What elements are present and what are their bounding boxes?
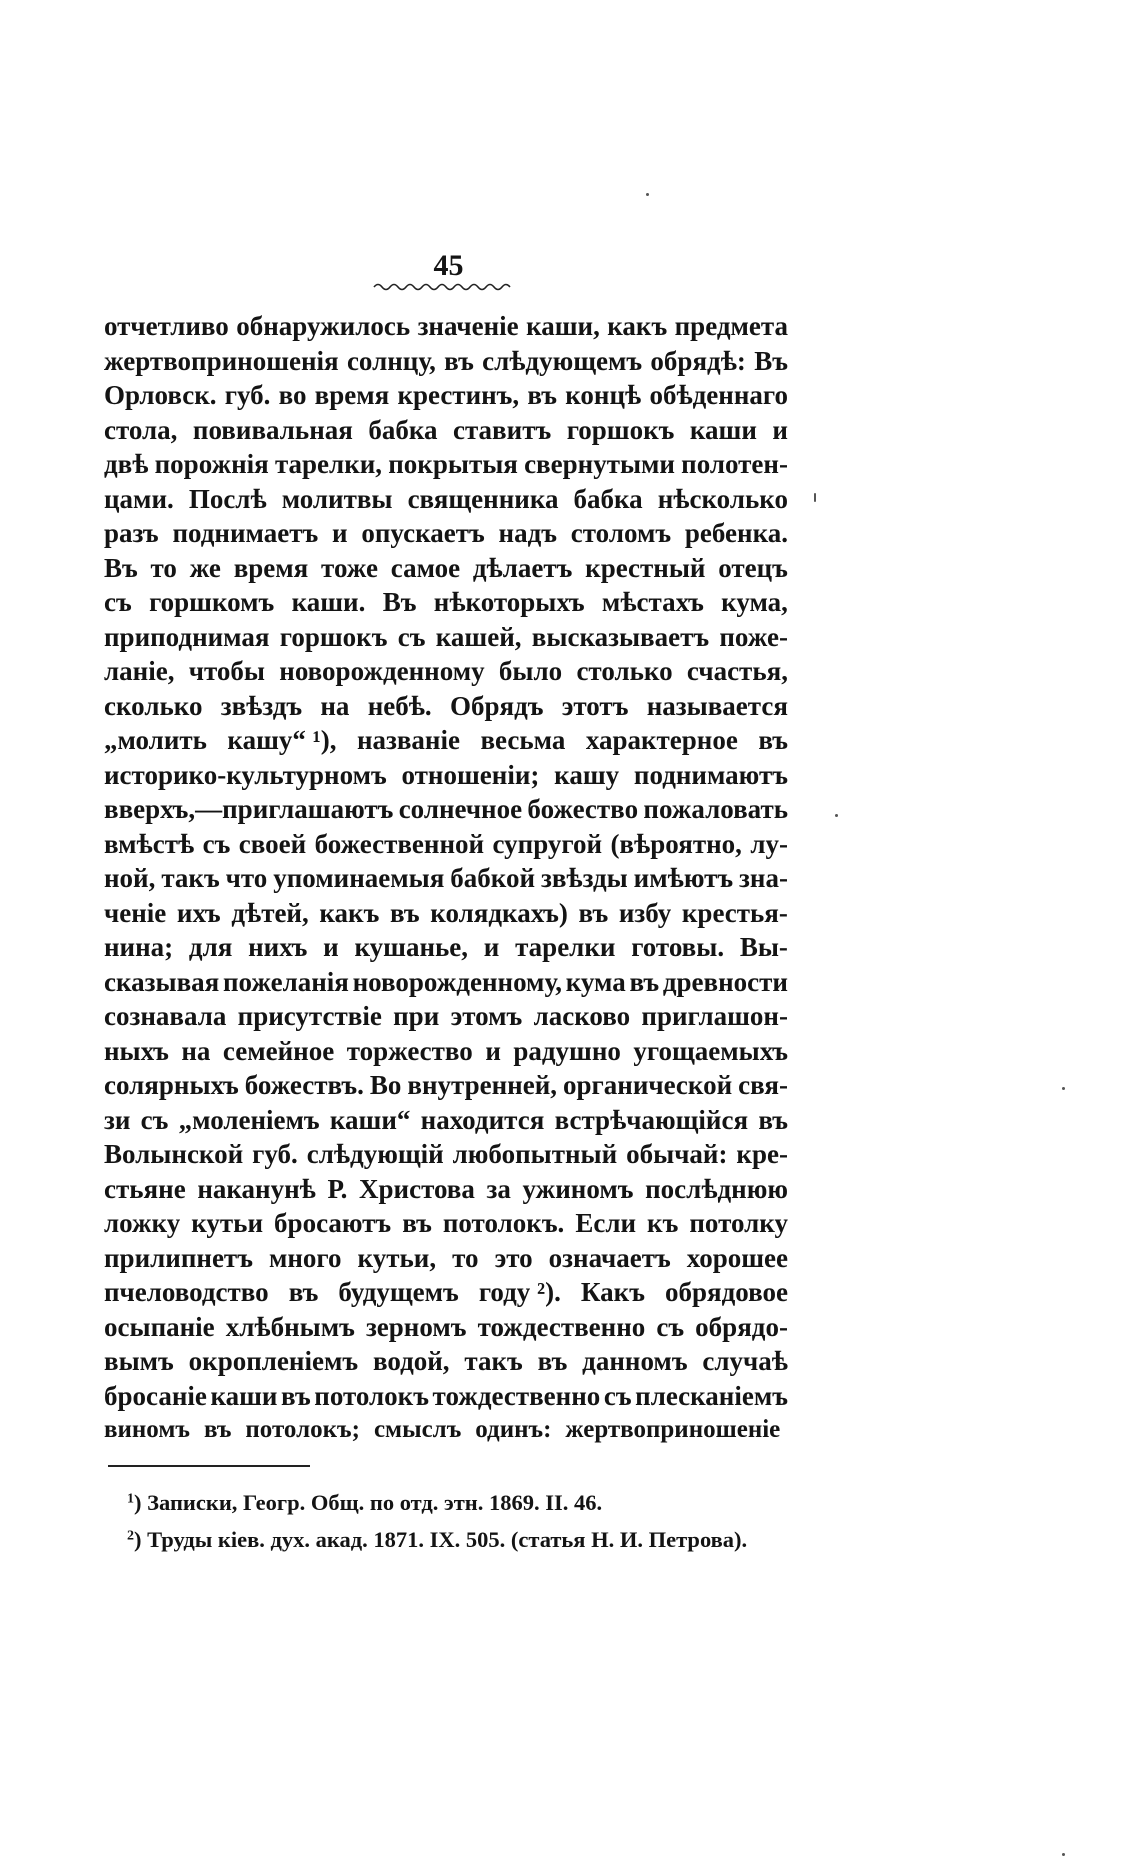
word: кре- xyxy=(736,1139,788,1169)
word: Христова xyxy=(359,1173,475,1204)
word: и xyxy=(323,932,339,962)
word: поднимаютъ xyxy=(633,759,788,790)
word: тождественно xyxy=(432,1380,601,1411)
print-speck xyxy=(646,193,649,196)
word: ложку xyxy=(104,1208,181,1238)
word: предмета xyxy=(674,311,788,341)
text-line xyxy=(104,344,788,379)
word: концѣ xyxy=(565,380,642,410)
word: водой, xyxy=(372,1346,450,1376)
word: горшокъ xyxy=(566,414,675,445)
word: упоминаемыя xyxy=(273,863,445,893)
word: прилипнетъ xyxy=(104,1242,253,1273)
word: ласково xyxy=(533,1001,631,1031)
word: крестья- xyxy=(681,897,788,928)
word: бросаніе xyxy=(104,1380,207,1411)
word: полотен- xyxy=(681,449,788,479)
word: данномъ xyxy=(582,1346,688,1376)
word: отношеніи; xyxy=(401,759,540,790)
text-line xyxy=(104,482,788,517)
word: время xyxy=(233,552,309,583)
word: при xyxy=(393,1001,440,1031)
text-line xyxy=(104,1137,788,1172)
word: горшокъ xyxy=(279,621,388,652)
word: зна- xyxy=(739,863,788,893)
text-line xyxy=(104,620,788,655)
word: вверхъ,—приглашаютъ xyxy=(104,794,394,824)
word: крестинъ, xyxy=(397,380,520,410)
word: окропленіемъ xyxy=(188,1346,359,1376)
word: означаетъ xyxy=(548,1242,671,1273)
footnote-1 xyxy=(127,1484,787,1521)
word: кушанье, xyxy=(354,932,469,962)
word: какъ xyxy=(319,897,380,928)
word: радушно xyxy=(513,1035,621,1066)
word: осыпаніе xyxy=(104,1311,215,1342)
word: крестный xyxy=(585,552,706,583)
word: колядкахъ) xyxy=(430,897,568,928)
word: покрытыя xyxy=(388,449,518,479)
word: будущемъ xyxy=(338,1277,459,1307)
word: такъ xyxy=(161,863,220,893)
word: отецъ xyxy=(718,552,788,583)
text-line xyxy=(104,723,788,758)
text-line xyxy=(104,378,788,413)
word: Въ xyxy=(754,345,788,376)
word: Обрядъ xyxy=(449,690,544,721)
word: это xyxy=(494,1242,533,1273)
word: кума, xyxy=(721,587,788,617)
word: смыслъ xyxy=(373,1416,462,1443)
word: ихъ xyxy=(176,897,221,928)
word: семейное xyxy=(222,1035,335,1066)
word: повивальная xyxy=(192,414,353,445)
word: во xyxy=(278,380,307,410)
word: вымъ xyxy=(104,1346,174,1376)
word: сколько xyxy=(104,690,203,721)
text-line xyxy=(104,689,788,724)
word: ченіе xyxy=(104,897,167,928)
word: звѣздъ xyxy=(220,690,303,721)
word: потолокъ xyxy=(314,1380,429,1411)
word: было xyxy=(498,656,563,686)
word: Какъ xyxy=(580,1277,645,1307)
word: губ. xyxy=(252,1139,298,1169)
word: торжество xyxy=(346,1035,473,1066)
word: новорожденному, xyxy=(352,966,562,997)
word: пожаловать xyxy=(643,794,788,824)
text-line xyxy=(104,516,788,551)
word: обѣденнаго xyxy=(649,380,788,410)
word: названіе xyxy=(356,725,460,755)
word: Если xyxy=(575,1208,637,1238)
word: опускаетъ xyxy=(361,518,485,548)
word: приподнимая xyxy=(104,621,270,652)
text-line xyxy=(104,413,788,448)
word: сказывая xyxy=(104,966,220,997)
word: цами. xyxy=(104,483,174,514)
word: въ xyxy=(629,966,660,997)
word: и xyxy=(772,414,788,445)
word: готовы. xyxy=(631,932,725,962)
word: жертвоприношеніе xyxy=(565,1416,781,1443)
word: обычай: xyxy=(626,1139,728,1169)
word: въ xyxy=(527,380,558,410)
word: древности xyxy=(662,966,788,997)
word: съ xyxy=(140,1104,169,1135)
word: угощаемыхъ xyxy=(633,1035,788,1066)
word: съ xyxy=(397,621,426,652)
word: нихъ xyxy=(248,932,308,962)
word: обрядѣ: xyxy=(650,345,746,376)
word: нѣкоторыхъ xyxy=(433,587,585,617)
word: небѣ. xyxy=(367,690,432,721)
word: кума xyxy=(565,966,626,997)
word: (вѣроятно, xyxy=(610,828,742,859)
word: въ xyxy=(281,1380,311,1411)
footnotes xyxy=(127,1484,787,1558)
word: называется xyxy=(646,690,788,721)
word: любопытный xyxy=(452,1139,618,1169)
word: божественной xyxy=(314,828,485,859)
word: поже- xyxy=(719,621,788,652)
word: чтобы xyxy=(188,656,265,686)
word: отчетливо xyxy=(104,311,229,341)
footnote-text: ) Записки, Геогр. Общ. по отд. этн. 1869. II. 46. xyxy=(134,1490,603,1515)
word: какъ xyxy=(607,311,668,341)
word: въ xyxy=(203,1416,232,1443)
word: въ xyxy=(402,1208,432,1238)
word: Во xyxy=(369,1070,402,1100)
word: съ xyxy=(104,587,132,617)
word: Послѣ xyxy=(188,483,267,514)
text-line xyxy=(104,309,788,344)
word: что xyxy=(225,863,268,893)
word: зерномъ xyxy=(365,1311,467,1342)
word: присутствіе xyxy=(237,1001,382,1031)
word: нѣсколько xyxy=(657,483,788,514)
word: новорожденному xyxy=(279,656,485,686)
footnote-text: ) Труды кіев. дух. акад. 1871. IX. 505. (статья Н. И. Петрова). xyxy=(134,1527,748,1552)
text-line xyxy=(104,1344,788,1379)
footnote-marker: 1 xyxy=(127,1491,134,1507)
word: зи xyxy=(104,1104,131,1135)
word: мѣстахъ xyxy=(601,587,704,617)
word: разъ xyxy=(104,518,159,548)
word: своей xyxy=(238,828,307,859)
word: съ xyxy=(202,828,231,859)
word: хлѣбнымъ xyxy=(225,1311,355,1342)
word: бросаютъ xyxy=(274,1208,392,1238)
text-line xyxy=(104,1068,788,1103)
word: губ. xyxy=(224,380,271,410)
word: Въ xyxy=(104,552,138,583)
word: кашу“ ¹), xyxy=(227,725,337,755)
word: кашей, xyxy=(435,621,522,652)
word: же xyxy=(189,552,221,583)
word: въ xyxy=(578,897,609,928)
word: этомъ xyxy=(450,1001,523,1031)
word: ужиномъ xyxy=(522,1173,634,1204)
word: на xyxy=(181,1035,211,1066)
word: встрѣчающійся xyxy=(554,1104,749,1135)
word: этотъ xyxy=(561,690,629,721)
word: и xyxy=(485,1035,501,1066)
word: „молить xyxy=(104,725,207,755)
word: въ xyxy=(537,1346,568,1376)
word: каши, xyxy=(526,311,600,341)
word: каши. xyxy=(291,587,366,617)
text-line xyxy=(104,1310,788,1345)
word: слѣдующемъ xyxy=(482,345,643,376)
word: весьма xyxy=(480,725,566,755)
word: „моленіемъ xyxy=(178,1104,320,1135)
word: то xyxy=(452,1242,479,1273)
word: счастья, xyxy=(686,656,788,686)
text-line xyxy=(104,1206,788,1241)
word: высказываетъ xyxy=(531,621,710,652)
word: имѣютъ xyxy=(633,863,734,893)
word: потолокъ. xyxy=(442,1208,565,1238)
word: обнаружилось xyxy=(236,311,411,341)
text-line xyxy=(104,792,788,827)
text-line xyxy=(104,861,788,896)
word: наканунѣ xyxy=(197,1173,316,1204)
footnote-divider xyxy=(108,1465,310,1467)
print-speck xyxy=(814,493,816,502)
word: солнечное xyxy=(398,794,523,824)
word: находится xyxy=(420,1104,545,1135)
word: Р. xyxy=(327,1173,348,1204)
word: Въ xyxy=(382,587,417,617)
word: двѣ xyxy=(104,449,149,479)
word: съ xyxy=(603,1380,632,1411)
word: историко-культурномъ xyxy=(104,759,387,790)
text-line xyxy=(104,965,788,1000)
text-line xyxy=(104,896,788,931)
word: въ xyxy=(288,1277,319,1307)
text-line xyxy=(104,999,788,1034)
text-line xyxy=(104,827,788,862)
word: священника xyxy=(407,483,559,514)
word: Вы- xyxy=(739,932,788,962)
word: звѣзды xyxy=(540,863,628,893)
word: послѣднюю xyxy=(645,1173,788,1204)
word: случаѣ xyxy=(702,1346,788,1376)
word: тоже xyxy=(321,552,378,583)
word: характерное xyxy=(585,725,738,755)
text-line xyxy=(104,1241,788,1276)
word: горшкомъ xyxy=(149,587,275,617)
word: къ xyxy=(647,1208,679,1238)
word: тарелки xyxy=(515,932,616,962)
word: году ²). xyxy=(478,1277,561,1307)
word: пожеланія xyxy=(222,966,349,997)
word: въ xyxy=(758,1104,788,1135)
word: кутьи xyxy=(191,1208,264,1238)
word: время xyxy=(314,380,390,410)
word: свя- xyxy=(738,1070,788,1100)
text-line xyxy=(104,1172,788,1207)
word: солнцу, xyxy=(346,345,436,376)
footnote-marker: 2 xyxy=(127,1528,134,1544)
text-line xyxy=(104,447,788,482)
wavy-ornament xyxy=(372,280,514,292)
word: внутренней, xyxy=(407,1070,558,1100)
text-line xyxy=(104,1275,788,1310)
text-line xyxy=(104,654,788,689)
word: порожнія xyxy=(154,449,269,479)
word: одинъ: xyxy=(475,1416,552,1443)
word: ной, xyxy=(104,863,156,893)
word: бабкой xyxy=(450,863,536,893)
page-number: 45 xyxy=(433,249,464,282)
word: божествъ. xyxy=(244,1070,364,1100)
word: божество xyxy=(527,794,639,824)
text-line xyxy=(104,1034,788,1069)
word: свернутыми xyxy=(524,449,675,479)
word: виномъ xyxy=(104,1416,190,1443)
text-line xyxy=(104,1379,788,1414)
word: дѣлаетъ xyxy=(472,552,573,583)
word: кутьи, xyxy=(357,1242,437,1273)
word: нина; xyxy=(104,932,174,962)
word: пчеловодство xyxy=(104,1277,269,1307)
text-line xyxy=(104,758,788,793)
word: каши“ xyxy=(329,1104,411,1135)
word: для xyxy=(188,932,233,962)
word: съ xyxy=(656,1311,685,1342)
word: тождественно xyxy=(477,1311,646,1342)
word: хорошее xyxy=(686,1242,788,1273)
word: много xyxy=(268,1242,342,1273)
word: тарелки, xyxy=(274,449,383,479)
word: столько xyxy=(576,656,673,686)
word: избу xyxy=(618,897,672,928)
word: бабка xyxy=(368,414,438,445)
body-text xyxy=(104,309,788,1448)
word: такъ xyxy=(464,1346,523,1376)
word: органической xyxy=(563,1070,733,1100)
word: стола, xyxy=(104,414,178,445)
print-speck xyxy=(1062,1853,1065,1856)
word: на xyxy=(320,690,350,721)
text-line xyxy=(104,1103,788,1138)
word: въ xyxy=(389,897,420,928)
word: каши xyxy=(210,1380,278,1411)
word: стьяне xyxy=(104,1173,186,1204)
word: супругой xyxy=(492,828,603,859)
word: кашу xyxy=(554,759,620,790)
word: вмѣстѣ xyxy=(104,828,195,859)
word: обрядовое xyxy=(665,1277,788,1307)
word: и xyxy=(332,518,348,548)
word: Волынской xyxy=(104,1139,244,1169)
word: ланіе, xyxy=(104,656,175,686)
text-line xyxy=(104,1413,788,1448)
word: слѣдующій xyxy=(306,1139,444,1169)
word: сознавала xyxy=(104,1001,227,1031)
word: солярныхъ xyxy=(104,1070,239,1100)
word: приглашон- xyxy=(641,1001,788,1031)
word: то xyxy=(150,552,177,583)
word: въ xyxy=(758,725,788,755)
word: дѣтей, xyxy=(231,897,309,928)
word: каши xyxy=(689,414,757,445)
text-line xyxy=(104,930,788,965)
word: и xyxy=(483,932,500,962)
word: плесканіемъ xyxy=(635,1380,788,1411)
word: Орловск. xyxy=(104,380,217,410)
word: обрядо- xyxy=(695,1311,788,1342)
word: потолокъ; xyxy=(245,1416,360,1443)
footnote-2 xyxy=(127,1521,787,1558)
word: столомъ xyxy=(570,518,672,548)
word: самое xyxy=(390,552,461,583)
print-speck xyxy=(835,814,838,817)
word: въ xyxy=(444,345,474,376)
word: ребенка. xyxy=(684,518,788,548)
word: молитвы xyxy=(281,483,393,514)
word: значеніе xyxy=(417,311,519,341)
word: за xyxy=(486,1173,511,1204)
word: потолку xyxy=(689,1208,788,1238)
word: поднимаетъ xyxy=(172,518,319,548)
print-speck xyxy=(1062,1087,1065,1090)
word: надъ xyxy=(498,518,557,548)
word: ныхъ xyxy=(104,1035,169,1066)
text-line xyxy=(104,585,788,620)
text-line xyxy=(104,551,788,586)
word: лу- xyxy=(750,828,788,859)
word: бабка xyxy=(573,483,643,514)
word: ставитъ xyxy=(452,414,552,445)
word: жертвоприношенія xyxy=(104,345,339,376)
